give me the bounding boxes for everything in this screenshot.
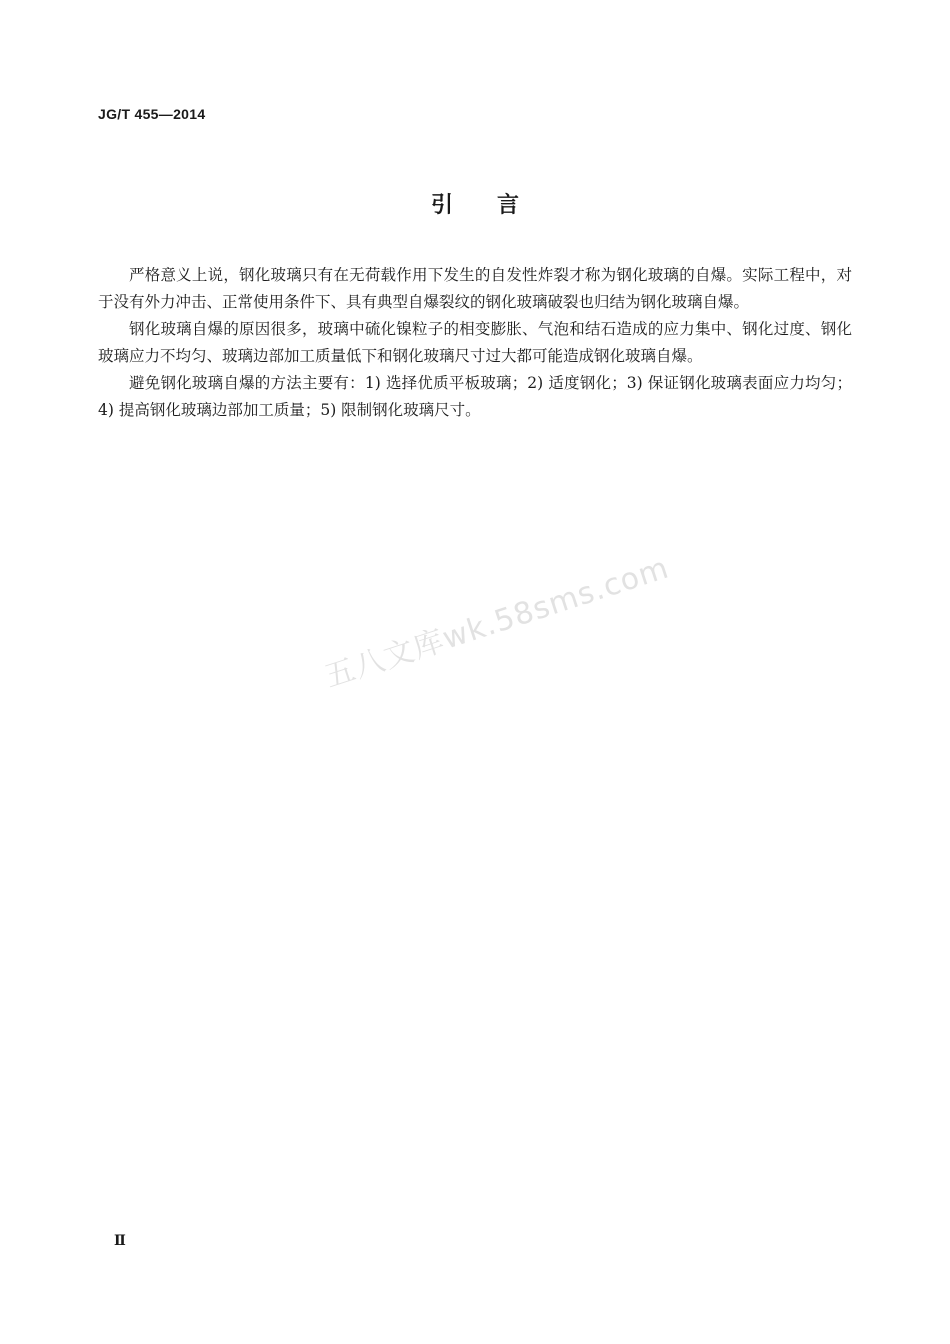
standard-code: JG/T 455—2014 — [98, 106, 206, 122]
body-text — [98, 262, 852, 424]
section-title: 引言 — [430, 193, 563, 218]
watermark: 五八文库wk.58sms.com — [320, 550, 674, 695]
paragraph-3: 避免钢化玻璃自爆的方法主要有：1) 选择优质平板玻璃；2) 适度钢化；3) 保证钢化玻璃表面应力均匀；4) 提高钢化玻璃边部加工质量；5) 限制钢化玻璃尺寸。 — [98, 374, 852, 419]
page-number: Ⅱ — [114, 1233, 126, 1249]
paragraph-1: 严格意义上说，钢化玻璃只有在无荷载作用下发生的自发性炸裂才称为钢化玻璃的自爆。实际工程中，对于没有外力冲击、正常使用条件下、具有典型自爆裂纹的钢化玻璃破裂也归结为钢化玻璃自爆。 — [98, 266, 852, 311]
paragraph-2: 钢化玻璃自爆的原因很多，玻璃中硫化镍粒子的相变膨胀、气泡和结石造成的应力集中、钢化过度、钢化玻璃应力不均匀、玻璃边部加工质量低下和钢化玻璃尺寸过大都可能造成钢化玻璃自爆。 — [98, 320, 852, 365]
